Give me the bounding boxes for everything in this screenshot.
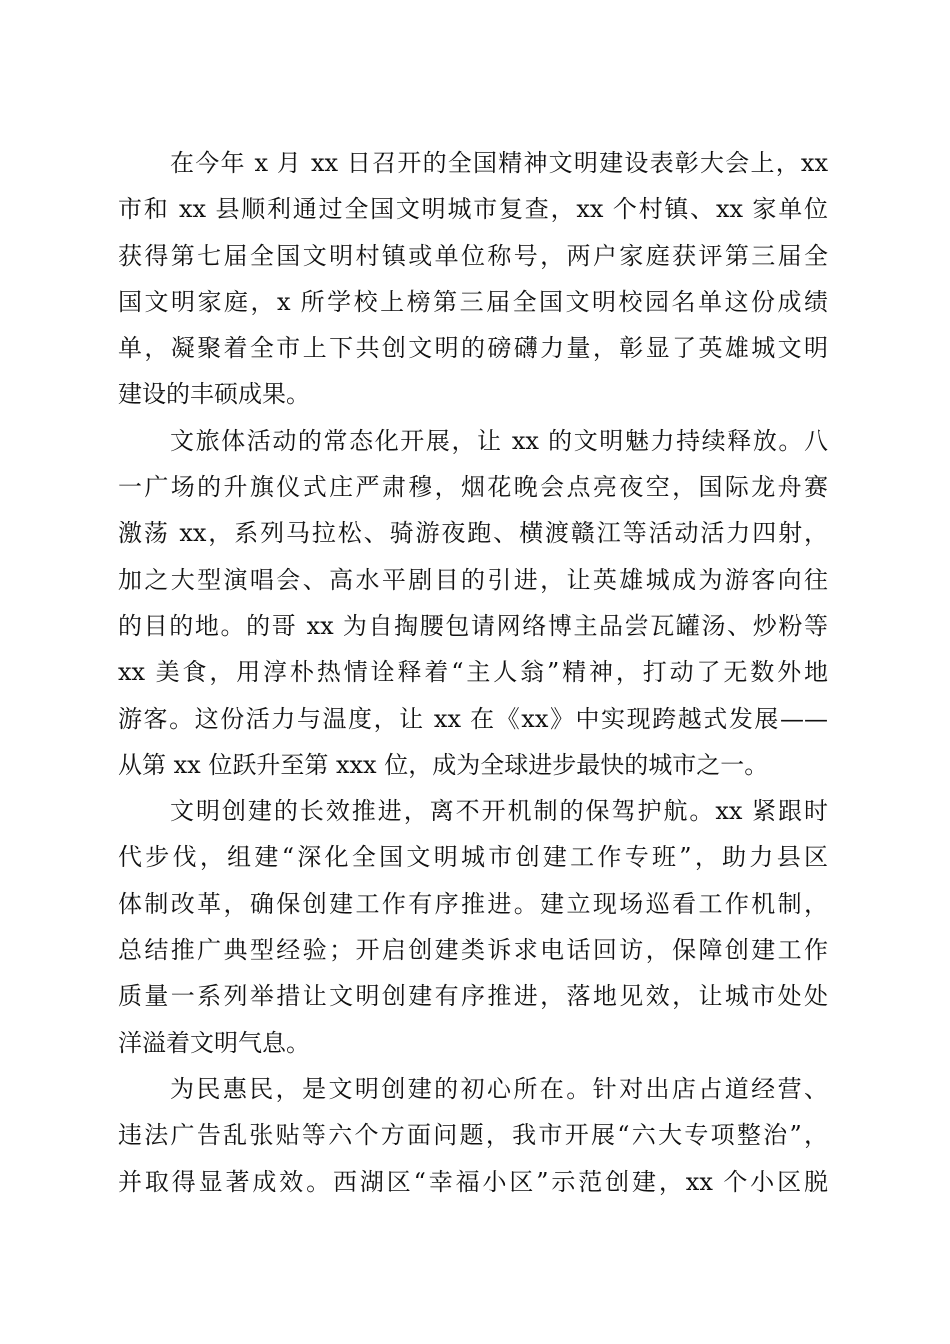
text-line: 的目的地。的哥 xx 为自掏腰包请网络博主品尝瓦罐汤、炒粉等 <box>118 611 828 640</box>
paragraph <box>118 140 828 418</box>
text-line: 游客。这份活力与温度，让 xx 在《xx》中实现跨越式发展—— <box>118 704 828 733</box>
text-line: 市和 xx 县顺利通过全国文明城市复查，xx 个村镇、xx 家单位 <box>118 195 828 224</box>
document-body <box>118 140 828 1205</box>
text-line: 违法广告乱张贴等六个方面问题，我市开展“六大专项整治”， <box>118 1121 828 1150</box>
paragraph <box>118 418 828 788</box>
text-line: 并取得显著成效。西湖区“幸福小区”示范创建，xx 个小区脱 <box>118 1167 828 1196</box>
text-line: 体制改革，确保创建工作有序推进。建立现场巡看工作机制， <box>118 889 828 918</box>
text-line: 单，凝聚着全市上下共创文明的磅礴力量，彰显了英雄城文明 <box>118 334 828 363</box>
text-line: 获得第七届全国文明村镇或单位称号，两户家庭获评第三届全 <box>118 241 828 270</box>
text-line: 建设的丰硕成果。 <box>118 380 310 409</box>
text-line: 一广场的升旗仪式庄严肃穆，烟花晚会点亮夜空，国际龙舟赛 <box>118 473 828 502</box>
text-line: 洋溢着文明气息。 <box>118 1028 310 1057</box>
text-line: xx 美食，用淳朴热情诠释着“主人翁”精神，打动了无数外地 <box>118 658 828 687</box>
text-line: 文明创建的长效推进，离不开机制的保驾护航。xx 紧跟时 <box>170 797 828 826</box>
text-line: 代步伐，组建“深化全国文明城市创建工作专班”，助力县区 <box>118 843 828 872</box>
text-line: 从第 xx 位跃升至第 xxx 位，成为全球进步最快的城市之一。 <box>118 750 769 779</box>
text-line: 为民惠民，是文明创建的初心所在。针对出店占道经营、 <box>170 1074 828 1103</box>
text-line: 国文明家庭，x 所学校上榜第三届全国文明校园名单这份成绩 <box>118 287 828 316</box>
text-line: 加之大型演唱会、高水平剧目的引进，让英雄城成为游客向往 <box>118 565 828 594</box>
text-line: 文旅体活动的常态化开展，让 xx 的文明魅力持续释放。八 <box>170 426 828 455</box>
text-line: 在今年 x 月 xx 日召开的全国精神文明建设表彰大会上，xx <box>170 149 828 177</box>
text-line: 质量一系列举措让文明创建有序推进，落地见效，让城市处处 <box>118 982 828 1011</box>
text-line: 激荡 xx，系列马拉松、骑游夜跑、横渡赣江等活动活力四射， <box>118 519 828 548</box>
paragraph <box>118 788 828 1066</box>
paragraph <box>118 1066 828 1205</box>
text-line: 总结推广典型经验；开启创建类诉求电话回访，保障创建工作 <box>118 936 828 965</box>
